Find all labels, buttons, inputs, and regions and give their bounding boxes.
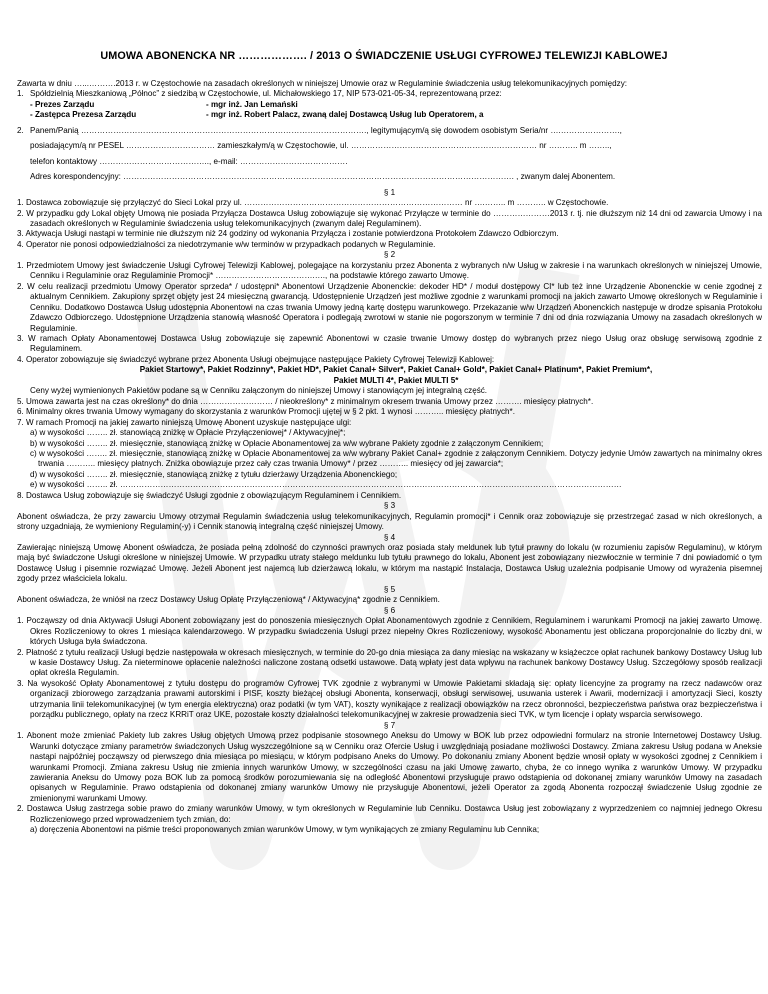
clause: 1. Dostawca zobowiązuje się przyłączyć do Sieci Lokal przy ul. ……………………………………………………………………… nr ….…….. m ……….. w Częstochowie. [17, 198, 609, 208]
party1-number: 1. [17, 89, 24, 99]
representative-name: - mgr inż. Jan Lemański [206, 99, 298, 109]
party1-block [17, 89, 762, 99]
clause: 4. Operator nie ponosi odpowiedzialności za niedotrzymanie w/w terminów w przypadkach podanych w Regulaminie. [17, 239, 436, 249]
section-heading: § 3 [383, 501, 396, 511]
sub-clause: a) doręczenia Abonentowi na piśmie treści proponowanych zmian warunków Umowy, w tym wynikających ze zmiany Regulaminu lub Cennika; [30, 825, 540, 835]
representative-row [17, 100, 762, 110]
section-text: Abonent oświadcza, że przy zawarciu Umowy otrzymał Regulamin świadczenia usług telekomunikacyjnych, Regulamin promocji* i Cennik oraz zobowiązuje się przestrzegać zasad w nich określonych, a strony uzgadniają, że wymieniony Regulamin(-y) i Cennik stanowią integralną część niniejszej Umowy. [17, 511, 762, 532]
packages-list: Pakiet Startowy*, Pakiet Rodzinny*, Pakiet HD*, Pakiet Canal+ Silver*, Pakiet Canal+ Gold*, Pakiet Canal+ Platinum*, Pakiet Premium*, [139, 365, 653, 375]
clause: 4. Operator zobowiązuje się świadczyć wybrane przez Abonenta Usługi obejmujące następujące Pakiety Cyfrowej Telewizji Kablowej: [17, 354, 495, 364]
party1-text: Spółdzielnią Mieszkaniową „Północ” z siedzibą w Częstochowie, ul. Michałowskiego 17, NIP 573-021-05-34, reprezentowaną przez: [30, 89, 502, 99]
clause: 8. Dostawca Usług zobowiązuje się świadczyć Usługi zgodnie z obowiązującym Regulaminem i Cennikiem. [17, 490, 402, 500]
section-heading: § 7 [383, 720, 396, 730]
party2-line1: Panem/Panią ……………………………………………………………………………………………., legitymującym/ą się dowodem osobistym Seria/nr ….…………………., [30, 125, 622, 135]
clause-text: Ceny wyżej wymienionych Pakietów podane są w Cenniku załączonym do niniejszej Umowy i stanowiącym jej integralną część. [30, 386, 488, 396]
section-text: Zawierając niniejszą Umowę Abonent oświadcza, że posiada pełną zdolność do czynności prawnych oraz posiada stały meldunek lub tytuł prawny do lokalu (w rozumieniu zapisów Regulaminu), w którym mają być świadczone Usługi określone w niniejszej Umowie. W przypadku utraty stałego meldunku lub tytułu prawnego do lokalu, Abonent jest zobowiązany niezwłocznie w terminie 7 dni powiadomić o tym Dostawcę Usług i pisemnie rozwiązać Umowę. Jeżeli Abonent jest najemcą lub dzierżawcą lokalu, w którym ma nastąpić Instalacja, Dostawca Usług uzależnia podpisanie Umowy od wyrażenia pisemnej zgody przez właściciela lokalu. [17, 543, 762, 584]
clause: 1. Przedmiotem Umowy jest świadczenie Usługi Cyfrowej Telewizji Kablowej, polegające na korzystaniu przez Abonenta z wybranych n/w Usług w zakresie i na warunkach określonych w niniejszej Umowie, Cenniku i Regulaminie oraz Regulaminie Promocji* ……………………………….…., na podstawie którego zawarto Umowę. [17, 260, 762, 281]
section-heading: § 5 [383, 584, 396, 594]
intro-text: Zawarta w dniu …...……….2013 r. w Częstochowie na zasadach określonych w niniejszej Umowie oraz w Regulaminie świadczenia usług telekomunikacyjnych pomiędzy: [17, 79, 628, 88]
section-heading: § 2 [383, 250, 396, 260]
section-text: Abonent oświadcza, że wniósł na rzecz Dostawcy Usług Opłatę Przyłączeniową* / Aktywacyjną* zgodnie z Cennikiem. [17, 595, 440, 605]
document-body [17, 79, 762, 836]
clause: 1. Abonent może zmieniać Pakiety lub zakres Usług objętych Umową przez podpisanie stosownego Aneksu do Umowy w BOK lub przez odpowiedni formularz na stronie Internetowej Dostawcy Usług. Warunki dotyczące zmiany parametrów świadczonych Usług wyszczególnione są w Cenniku oraz Ofercie Usług i uwzględniają posiadane możliwości Dostawcy. Zmiana zakresu Usług podana w Aneksie nastąpi najpóźniej począwszy od pierwszego dnia miesiąca po miesiącu, w którym podpisano Aneks do Umowy. Po dokonaniu zmiany Abonent będzie wnosił opłaty w wysokości zgodnej z Cennikiem i warunkami Promocji. Zmiana zakresu Usług nie zmienia innych warunków Umowy, w szczególności czasu na jaki Umowę zawarto, chyba, że co innego wynika z warunków Umowy. W przypadku zawierania Aneksu do Umowy poza BOK lub za pomocą środków porozumiewania się na odległość Abonentowi przysługuje prawo odstąpienia od dokonanej zmiany warunków Umowy na zasadach opisanych w Regulaminie. Prawo odstąpienia od dokonanej zmiany warunków Umowy nie przysługuje Abonentowi, jeżeli Operator za zgodą Abonenta rozpoczął świadczenie Usług zgodnie ze zmienionymi warunkami Umowy. [17, 731, 762, 803]
party2-block [17, 126, 762, 136]
clause: 2. W celu realizacji przedmiotu Umowy Operator sprzeda* / udostępni* Abonentowi Urządzenie Abonenckie: dekoder HD* / moduł dostępowy CI* lub też inne Urządzenie Abonenckie w cenie zgodnej z aktualnym Cennikiem. Zakupiony sprzęt objęty jest 24 miesięczną gwarancją. Udostępnienie Urządzeń jest możliwe zgodnie z warunkami promocji na jakich zawarto Umowę określonych w Regulaminie i Cenniku. Dodatkowo Dostawca Usług udostępnia Abonentowi na czas trwania Umowy jedną kartę dostępu warunkowego. Przekazanie w/w Urządzeń Abonenckich następuje w drodze spisania Protokołu Zdawczo Odbiorczego. Udostępnione Urządzenia stanowią własność Operatora i podlegają zwrotowi w stanie nie pogorszonym w terminie 7 dni od dnia rozwiązania Umowy na zasadach określonych w Regulaminie. [17, 281, 762, 333]
representative-row [17, 110, 762, 120]
party2-line2: posiadającym/ą nr PESEL …………………………… zamieszkałym/ą w Częstochowie, ul. …………………………………………………………… nr ……….. m …….., [30, 141, 612, 151]
party2-number: 2. [17, 125, 24, 135]
clause: 6. Minimalny okres trwania Umowy wymagany do skorzystania z warunków Promocji ujętej w § 2 pkt. 1 wynosi ……….. miesięcy płatnych*. [17, 407, 515, 417]
clause: 3. W ramach Opłaty Abonamentowej Dostawca Usług zobowiązuje się zapewnić Abonentowi w czasie trwanie Umowy dostęp do wybranych przez niego Usług oraz obsługę serwisową zgodnie z Regulaminem. [17, 333, 762, 354]
clause: 2. Płatność z tytułu realizacji Usługi będzie następowała w okresach miesięcznych, w terminie do 20-go dnia miesiąca za dany miesiąc na wskazany w książeczce opłat rachunek bankowy Dostawcy Usług lub w kasie Dostawcy Usług. Za nieterminowe opłacenie należności naliczone zostaną odsetki ustawowe. Datą wpłaty jest data wpływu na rachunek bankowy Dostawcy Usług. Szczegółowy sposób realizacji opłat określa Regulamin. [17, 647, 762, 678]
representative-name: - mgr inż. Robert Palacz, zwaną dalej Dostawcą Usług lub Operatorem, a [206, 110, 484, 120]
clause: 5. Umowa zawarta jest na czas określony* do dnia ……………………… / nieokreślony* z minimalnym okresem trwania Umowy przez ………. miesięcy płatnych*. [17, 396, 594, 406]
representative-role: - Zastępca Prezesa Zarządu [30, 110, 137, 120]
sub-clause: d) w wysokości …….. zł. miesięcznie, stanowiącą zniżkę z tytułu dzierżawy Urządzenia Abonenckiego; [30, 469, 398, 479]
section-heading: § 1 [383, 187, 396, 197]
clause: 3. Aktywacja Usługi nastąpi w terminie nie dłuższym niż 24 godziny od wykonania Przyłącza i zostanie potwierdzona Protokołem Zdawczo Odbiorczym. [17, 229, 559, 239]
clause: 2. W przypadku gdy Lokal objęty Umową nie posiada Przyłącza Dostawca Usług zobowiązuje się wykonać Przyłącze w terminie do …………………2013 r. tj. nie dłuższym niż 14 dni od zawarcia Umowy i na zasadach określonych w Regulaminie świadczenia usług telekomunikacyjnych (zwanym dalej Regulaminem). [17, 208, 762, 228]
clause: 1. Począwszy od dnia Aktywacji Usługi Abonent zobowiązany jest do ponoszenia miesięcznych Opłat Abonamentowych zgodnie z Cennikiem, Regulaminem i warunkami Promocji na jakiej zawarto Umowę. Okres Rozliczeniowy to okres 1 miesiąca kalendarzowego. W przypadku świadczenia Usługi przez niepełny Okres Rozliczeniowy, wysokość Abonamentu jest obliczana proporcjonalnie do liczby dni, w których Usługa była świadczona. [17, 616, 762, 647]
document-title: UMOWA ABONENCKA NR ………………. / 2013 O ŚWIADCZENIE USŁUGI CYFROWEJ TELEWIZJI KABLOWEJ [100, 50, 668, 62]
sub-clause: e) w wysokości …….. zł. …………………………………………………………………………………………………………………………………………………………………… [30, 480, 622, 490]
packages-list: Pakiet MULTI 4*, Pakiet MULTI 5* [333, 375, 459, 385]
clause: 2. Dostawca Usług zastrzega sobie prawo do zmiany warunków Umowy, w tym określonych w Regulaminie lub Cenniku. Dostawca Usług jest zobowiązany z wyprzedzeniem co najmniej jednego Okresu Rozliczeniowego przed wprowadzeniem tych zmian, do: [17, 804, 762, 824]
party2-line3: telefon kontaktowy ………………………………….., e-mail: …………………………………. [30, 156, 348, 166]
party2-line4: Adres korespondencyjny: ………………………………………………………………………………………………………………………………. , zwanym dalej Abonentem. [30, 172, 616, 182]
clause: 7. W ramach Promocji na jakiej zawarto niniejszą Umowę Abonent uzyskuje następujące ulgi: [17, 417, 352, 427]
sub-clause: a) w wysokości …….. zł. stanowiącą zniżkę w Opłacie Przyłączeniowej* / Aktywacyjnej*; [30, 428, 346, 438]
sub-clause: b) w wysokości …….. zł. miesięcznie, stanowiącą zniżkę w Opłacie Abonamentowej za w/w wybrane Pakiety zgodnie z załączonym Cennikiem; [30, 438, 544, 448]
representative-role: - Prezes Zarządu [30, 99, 95, 109]
section-heading: § 4 [383, 532, 396, 542]
section-heading: § 6 [383, 605, 396, 615]
sub-clause: c) w wysokości …….. zł. miesięcznie, stanowiącą zniżkę w Opłacie Abonamentowej za w/w wybrany Pakiet Canal+ zgodnie z załączonym Cennikiem. Dotyczy jedynie Umów zawartych na minimalny okres trwania ……….. miesięcy płatnych. Zniżka obowiązuje przez cały czas trwania Umowy* / przez ……….. miesięcy od jej zawarcia*; [30, 448, 762, 469]
clause: 3. Na wysokość Opłaty Abonamentowej z tytułu dostępu do programów Cyfrowej TVK zgodnie z wybranymi w Umowie Pakietami składają się: opłaty licencyjne za programy na rzecz nadawców oraz organizacji zbiorowego zarządzania prawami autorskimi i PISF, koszty bieżącej obsługi Abonenta, konserwacji, obsługi serwisowej, usuwania usterek i Awarii, modernizacji i amortyzacji Sieci, koszty utrzymania linii telekomunikacyjnej (w tym energia elektryczna) oraz podatki (w tym VAT), koszty wynikające z realizacji obowiązków na rzecz obronności, bezpieczeństwa państwa oraz bezpieczeństwa i porządku publicznego, opłaty na rzecz KRRiT oraz UKE, pozostałe koszty działalności telekomunikacyjnej w zakresie prowadzenia sieci TVK, w tym licencje i opłaty wsparcia serwisowego. [17, 678, 762, 720]
